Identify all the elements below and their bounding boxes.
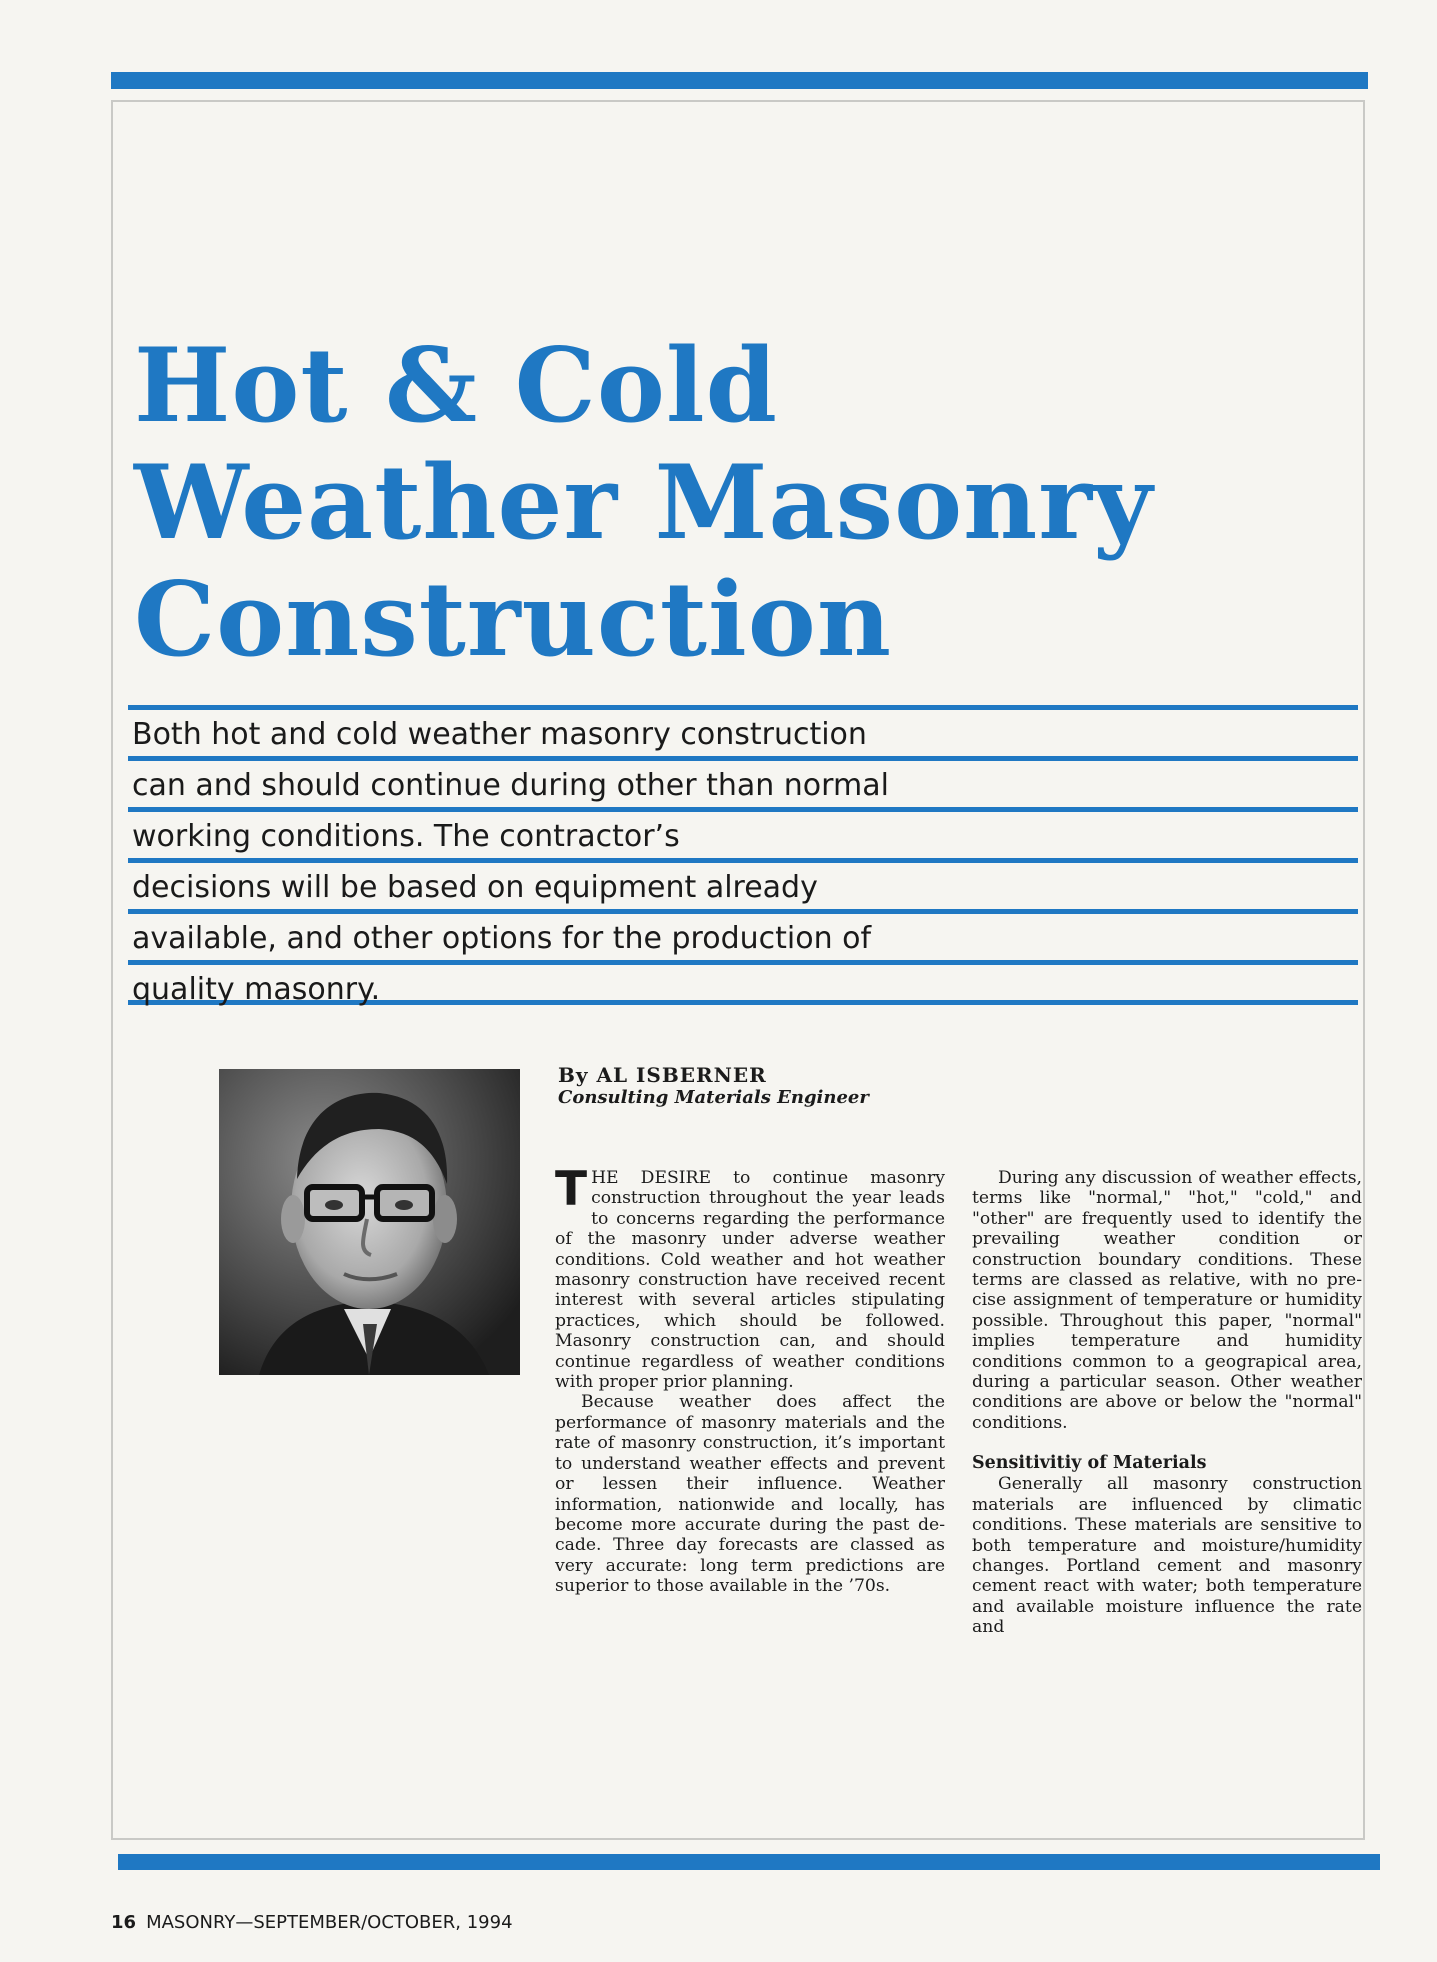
title-line: Weather Masonry <box>134 443 1154 563</box>
byline <box>558 1063 869 1109</box>
drop-cap: T <box>555 1162 588 1217</box>
article-title <box>134 328 1334 679</box>
author-portrait-icon <box>219 1069 520 1375</box>
paragraph: Generally all masonry construction materials are influenced by climatic conditions. These materials are sensitive to both temperature and moisture/humidity changes. Portland cement and masonry cement react with water; both temperature and available moisture influence the rate and <box>972 1474 1362 1638</box>
deck-line: quality masonry. <box>128 960 1358 1005</box>
text-column-left <box>555 1162 945 1597</box>
author-name: By AL ISBERNER <box>558 1063 767 1087</box>
publication-info: MASONRY—SEPTEMBER/OCTOBER, 1994 <box>146 1912 513 1933</box>
page-footer <box>111 1912 513 1933</box>
top-rule <box>111 72 1368 89</box>
author-photo <box>219 1069 520 1375</box>
section-heading: Sensitivitiy of Materials <box>972 1453 1207 1474</box>
text-column-right <box>972 1168 1362 1638</box>
paragraph <box>555 1162 945 1393</box>
bottom-rule <box>118 1854 1380 1870</box>
deck-line: working conditions. The contractor’s <box>128 807 1358 858</box>
paragraph-text: HE DESIRE to continue masonry construction throughout the year leads to concerns regarding the performance of the masonry under adverse weather conditions. Cold weather and hot weather masonry construction have received recent interest with several articles stipulating practices, which should be followed. Masonry construction can, and should continue regardless of weather conditions with proper prior planning. <box>555 1168 945 1393</box>
title-line: Hot & Cold <box>134 326 778 446</box>
title-line: Construction <box>134 560 892 680</box>
deck-line: can and should continue during other than normal <box>128 756 1358 807</box>
article-deck <box>128 705 1358 1005</box>
deck-line: available, and other options for the production of <box>128 909 1358 960</box>
page-number: 16 <box>111 1912 137 1933</box>
author-title: Consulting Materials Engineer <box>558 1087 869 1108</box>
paragraph: Because weather does affect the performance of masonry materials and the rate of masonry construction, it’s important to understand weather effects and prevent or lessen their influence. Weather information, nationwide and locally, has become more accurate during the past decade. Three day forecasts are classed as very accurate: long term predictions are superior to those available in the ’70s. <box>555 1392 945 1597</box>
paragraph: During any discussion of weather effects, terms like "normal," "hot," "cold," and "other" are frequently used to identify the prevailing weather condition or construction boundary conditions. These terms are classed as relative, with no precise assignment of temperature or humidity possible. Throughout this paper, "normal" implies temperature and humidity conditions common to a geograpical area, during a particular season. Other weather conditions are above or below the "normal" conditions. <box>972 1168 1362 1433</box>
deck-line: decisions will be based on equipment already <box>128 858 1358 909</box>
deck-line: Both hot and cold weather masonry construction <box>128 705 1358 756</box>
